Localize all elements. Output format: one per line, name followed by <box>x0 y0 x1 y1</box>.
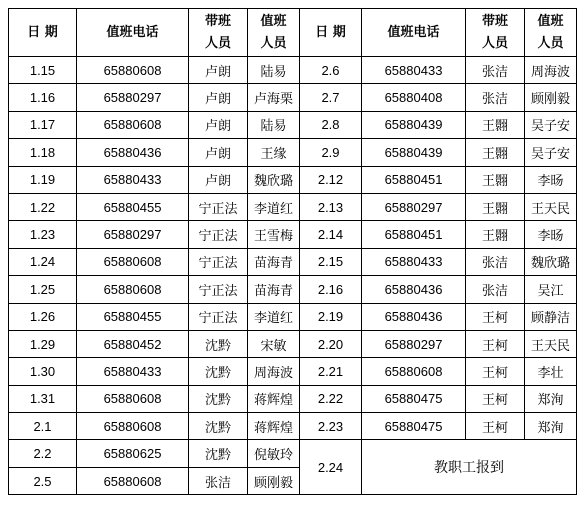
lead-cell: 王翾 <box>466 193 525 220</box>
table-row <box>9 358 577 385</box>
lead-cell: 王柯 <box>466 358 525 385</box>
duty-cell: 宋敏 <box>248 330 300 357</box>
phone-cell: 65880297 <box>362 330 466 357</box>
phone-cell: 65880439 <box>362 139 466 166</box>
header-phone-left: 值班电话 <box>77 9 189 57</box>
table-row <box>9 440 577 467</box>
table-row <box>9 111 577 138</box>
phone-cell: 65880297 <box>362 193 466 220</box>
lead-cell: 张洁 <box>466 57 525 84</box>
lead-cell: 张洁 <box>466 276 525 303</box>
lead-cell: 王柯 <box>466 303 525 330</box>
phone-cell: 65880608 <box>77 385 189 412</box>
date-cell: 2.12 <box>300 166 362 193</box>
lead-cell: 沈黔 <box>189 358 248 385</box>
table-row <box>9 221 577 248</box>
header-lead-left-bottom: 人员 <box>204 35 231 51</box>
table-row <box>9 57 577 84</box>
lead-cell: 宁正法 <box>189 193 248 220</box>
header-date-left: 日 期 <box>9 9 77 57</box>
duty-cell: 周海波 <box>248 358 300 385</box>
table-row <box>9 276 577 303</box>
date-cell: 2.19 <box>300 303 362 330</box>
duty-cell: 顾静洁 <box>525 303 577 330</box>
table-row <box>9 193 577 220</box>
table-row <box>9 413 577 440</box>
lead-cell: 王翾 <box>466 111 525 138</box>
lead-cell: 卢朗 <box>189 166 248 193</box>
duty-cell: 王雪梅 <box>248 221 300 248</box>
header-lead-right-bottom: 人员 <box>481 35 508 51</box>
phone-cell: 65880439 <box>362 111 466 138</box>
date-cell: 1.18 <box>9 139 77 166</box>
phone-cell: 65880475 <box>362 413 466 440</box>
phone-cell: 65880436 <box>362 303 466 330</box>
lead-cell: 王柯 <box>466 330 525 357</box>
table-row <box>9 84 577 111</box>
phone-cell: 65880608 <box>362 358 466 385</box>
duty-cell: 王天民 <box>525 330 577 357</box>
duty-cell: 吴子安 <box>525 139 577 166</box>
duty-cell: 吴江 <box>525 276 577 303</box>
date-cell: 2.22 <box>300 385 362 412</box>
phone-cell: 65880608 <box>77 413 189 440</box>
table-row <box>9 303 577 330</box>
lead-cell: 王柯 <box>466 385 525 412</box>
date-cell: 2.2 <box>9 440 77 467</box>
date-cell: 2.13 <box>300 193 362 220</box>
final-date-cell: 2.24 <box>300 440 362 495</box>
phone-cell: 65880608 <box>77 248 189 275</box>
date-cell: 2.23 <box>300 413 362 440</box>
lead-cell: 宁正法 <box>189 303 248 330</box>
date-cell: 1.25 <box>9 276 77 303</box>
lead-cell: 宁正法 <box>189 221 248 248</box>
lead-cell: 卢朗 <box>189 84 248 111</box>
date-cell: 2.1 <box>9 413 77 440</box>
date-cell: 1.15 <box>9 57 77 84</box>
header-duty-right <box>525 9 577 57</box>
duty-cell: 陆易 <box>248 57 300 84</box>
date-cell: 1.16 <box>9 84 77 111</box>
phone-cell: 65880608 <box>77 111 189 138</box>
duty-roster-table <box>8 8 577 495</box>
date-cell: 1.24 <box>9 248 77 275</box>
header-lead-right-top: 带班 <box>481 13 508 29</box>
lead-cell: 卢朗 <box>189 111 248 138</box>
header-duty-left <box>248 9 300 57</box>
phone-cell: 65880608 <box>77 57 189 84</box>
duty-cell: 王天民 <box>525 193 577 220</box>
table-row <box>9 330 577 357</box>
header-lead-right <box>466 9 525 57</box>
lead-cell: 卢朗 <box>189 57 248 84</box>
date-cell: 2.5 <box>9 467 77 494</box>
duty-cell: 李道红 <box>248 303 300 330</box>
lead-cell: 沈黔 <box>189 330 248 357</box>
duty-cell: 周海波 <box>525 57 577 84</box>
lead-cell: 王柯 <box>466 413 525 440</box>
date-cell: 2.21 <box>300 358 362 385</box>
date-cell: 2.8 <box>300 111 362 138</box>
header-duty-right-bottom: 人员 <box>537 35 564 51</box>
phone-cell: 65880436 <box>77 139 189 166</box>
duty-cell: 卢海栗 <box>248 84 300 111</box>
date-cell: 1.26 <box>9 303 77 330</box>
duty-cell: 蒋辉煌 <box>248 385 300 412</box>
duty-cell: 王缘 <box>248 139 300 166</box>
lead-cell: 张洁 <box>466 84 525 111</box>
phone-cell: 65880625 <box>77 440 189 467</box>
duty-cell: 李壮 <box>525 358 577 385</box>
lead-cell: 沈黔 <box>189 440 248 467</box>
date-cell: 1.23 <box>9 221 77 248</box>
duty-cell: 郑洵 <box>525 413 577 440</box>
header-duty-left-top: 值班 <box>260 13 287 29</box>
header-lead-left <box>189 9 248 57</box>
date-cell: 1.19 <box>9 166 77 193</box>
lead-cell: 王翾 <box>466 166 525 193</box>
duty-cell: 蒋辉煌 <box>248 413 300 440</box>
phone-cell: 65880451 <box>362 166 466 193</box>
header-row <box>9 9 577 57</box>
phone-cell: 65880451 <box>362 221 466 248</box>
phone-cell: 65880297 <box>77 84 189 111</box>
phone-cell: 65880436 <box>362 276 466 303</box>
phone-cell: 65880433 <box>77 166 189 193</box>
date-cell: 2.14 <box>300 221 362 248</box>
table-row <box>9 166 577 193</box>
date-cell: 1.22 <box>9 193 77 220</box>
date-cell: 2.16 <box>300 276 362 303</box>
date-cell: 1.30 <box>9 358 77 385</box>
table-row <box>9 248 577 275</box>
header-duty-left-bottom: 人员 <box>260 35 287 51</box>
duty-cell: 魏欣璐 <box>525 248 577 275</box>
date-cell: 2.6 <box>300 57 362 84</box>
phone-cell: 65880433 <box>362 248 466 275</box>
duty-cell: 吴子安 <box>525 111 577 138</box>
phone-cell: 65880455 <box>77 193 189 220</box>
phone-cell: 65880475 <box>362 385 466 412</box>
lead-cell: 张洁 <box>189 467 248 494</box>
date-cell: 2.7 <box>300 84 362 111</box>
phone-cell: 65880452 <box>77 330 189 357</box>
header-duty-right-top: 值班 <box>537 13 564 29</box>
phone-cell: 65880433 <box>362 57 466 84</box>
phone-cell: 65880433 <box>77 358 189 385</box>
duty-cell: 魏欣璐 <box>248 166 300 193</box>
phone-cell: 65880408 <box>362 84 466 111</box>
duty-cell: 顾刚毅 <box>525 84 577 111</box>
date-cell: 2.9 <box>300 139 362 166</box>
header-date-right: 日 期 <box>300 9 362 57</box>
date-cell: 1.31 <box>9 385 77 412</box>
phone-cell: 65880608 <box>77 276 189 303</box>
date-cell: 2.15 <box>300 248 362 275</box>
duty-cell: 倪敏玲 <box>248 440 300 467</box>
header-phone-right: 值班电话 <box>362 9 466 57</box>
lead-cell: 王翾 <box>466 139 525 166</box>
duty-cell: 李旸 <box>525 221 577 248</box>
phone-cell: 65880297 <box>77 221 189 248</box>
lead-cell: 宁正法 <box>189 276 248 303</box>
lead-cell: 沈黔 <box>189 413 248 440</box>
duty-cell: 苗海青 <box>248 276 300 303</box>
lead-cell: 宁正法 <box>189 248 248 275</box>
lead-cell: 王翾 <box>466 221 525 248</box>
duty-cell: 苗海青 <box>248 248 300 275</box>
duty-cell: 郑洵 <box>525 385 577 412</box>
date-cell: 1.29 <box>9 330 77 357</box>
date-cell: 2.20 <box>300 330 362 357</box>
staff-report-notice: 教职工报到 <box>362 440 577 495</box>
duty-cell: 李道红 <box>248 193 300 220</box>
duty-cell: 李旸 <box>525 166 577 193</box>
date-cell: 1.17 <box>9 111 77 138</box>
duty-cell: 陆易 <box>248 111 300 138</box>
table-row <box>9 139 577 166</box>
table-row <box>9 385 577 412</box>
phone-cell: 65880455 <box>77 303 189 330</box>
lead-cell: 张洁 <box>466 248 525 275</box>
phone-cell: 65880608 <box>77 467 189 494</box>
lead-cell: 卢朗 <box>189 139 248 166</box>
lead-cell: 沈黔 <box>189 385 248 412</box>
duty-cell: 顾刚毅 <box>248 467 300 494</box>
header-lead-left-top: 带班 <box>204 13 231 29</box>
